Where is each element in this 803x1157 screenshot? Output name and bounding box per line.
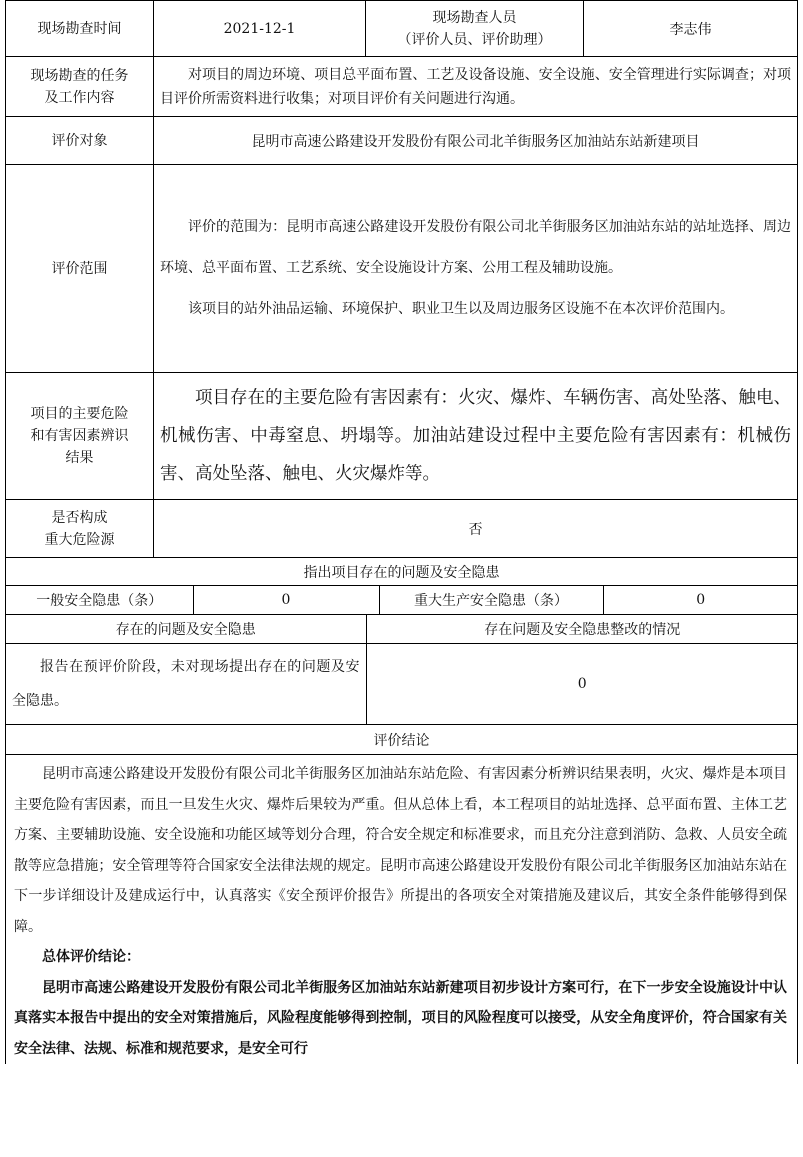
object-row [6, 117, 798, 165]
hazards-row [6, 373, 798, 500]
issues-right-value: 0 [366, 644, 798, 724]
hazards-label-line1: 项目的主要危险 [30, 406, 129, 422]
survey-info-row [6, 1, 798, 57]
personnel-label-line2: （评价人员、评价助理） [397, 31, 552, 48]
survey-personnel-value: 李志伟 [584, 1, 798, 57]
personnel-label-line1: 现场勘查人员 [432, 9, 517, 26]
task-label-line1: 现场勘查的任务 [30, 67, 129, 84]
major-hazard-count-value: 0 [603, 586, 798, 614]
issues-columns-cell [6, 615, 798, 644]
hazards-label-line2: 和有害因素辨识 [30, 428, 129, 444]
issues-header-row [6, 558, 798, 586]
scope-label: 评价范围 [6, 165, 154, 373]
major-hazard-row [6, 500, 798, 558]
task-paragraph: 对项目的周边环境、项目总平面布置、工艺及设备设施、安全设施、安全管理进行实际调查；对项目评价所需资料进行收集；对项目评价有关问题进行沟通。 [160, 66, 791, 107]
object-value: 昆明市高速公路建设开发股份有限公司北羊街服务区加油站东站新建项目 [154, 117, 798, 165]
overall-conclusion-text: 昆明市高速公路建设开发股份有限公司北羊街服务区加油站东站新建项目初步设计方案可行，在下一步安全设施设计中认真落实本报告中提出的安全对策措施后，风险程度能够得到控制，项目的风险程度可以接受，从安全角度评价，符合国家有关安全法律、法规、标准和规范要求，是安全可行 [14, 979, 787, 1057]
issues-left-text [6, 644, 366, 724]
overall-conclusion-title: 总体评价结论： [42, 949, 140, 965]
issues-count-cell [6, 586, 798, 615]
major-hazard-label [6, 500, 154, 558]
major-hazard-count-label: 重大生产安全隐患（条） [379, 586, 603, 614]
evaluation-report-form [5, 0, 797, 1064]
issues-content-table [6, 644, 798, 724]
issues-columns-table [6, 615, 798, 643]
survey-time-value: 2021-12-1 [154, 1, 366, 57]
issues-count-row [6, 586, 798, 615]
conclusion-paragraph: 昆明市高速公路建设开发股份有限公司北羊街服务区加油站东站危险、有害因素分析辨识结果表明，火灾、爆炸是本项目主要危险有害因素，而且一旦发生火灾、爆炸后果较为严重。但从总体上看，本工程项目的站址选择、总平面布置、主体工艺方案、主要辅助设施、安全设施和功能区域等划分合理，符合安全规定和标准要求，而且充分注意到消防、急救、人员安全疏散等应急措施；安全管理等符合国家安全法律法规的规定。昆明市高速公路建设开发股份有限公司北羊街服务区加油站东站在下一步详细设计及建成运行中，认真落实《安全预评价报告》所提出的各项安全对策措施及建议后，其安全条件能够得到保障。 [14, 766, 787, 935]
scope-row [6, 165, 798, 373]
major-hazard-label-line1: 是否构成 [51, 509, 108, 526]
task-text [154, 57, 798, 117]
hazards-label [6, 373, 154, 500]
scope-paragraph-1: 评价的范围为：昆明市高速公路建设开发股份有限公司北羊街服务区加油站东站的站址选择、周边环境、总平面布置、工艺系统、安全设施设计方案、公用工程及辅助设施。 [160, 219, 791, 276]
issues-column-right: 存在问题及安全隐患整改的情况 [366, 615, 798, 643]
issues-column-left: 存在的问题及安全隐患 [115, 622, 256, 638]
hazards-text [154, 373, 798, 500]
conclusion-body [6, 755, 798, 1065]
hazards-paragraph: 项目存在的主要危险有害因素有：火灾、爆炸、车辆伤害、高处坠落、触电、机械伤害、中毒窒息、坍塌等。加油站建设过程中主要危险有害因素有：机械伤害、高处坠落、触电、火灾爆炸等。 [160, 388, 791, 484]
hazards-label-line3: 结果 [65, 450, 94, 466]
issues-count-table [6, 586, 798, 614]
issues-content-row [6, 644, 798, 725]
conclusion-row [6, 755, 798, 1065]
general-hazard-value: 0 [193, 586, 379, 614]
task-label-line2: 及工作内容 [44, 89, 115, 106]
conclusion-header-row [6, 725, 798, 755]
general-hazard-label: 一般安全隐患（条） [36, 593, 163, 609]
issues-columns-row [6, 615, 798, 644]
survey-personnel-label [366, 1, 584, 57]
issues-left-paragraph: 报告在预评价阶段，未对现场提出存在的问题及安全隐患。 [12, 659, 360, 709]
object-label: 评价对象 [6, 117, 154, 165]
report-table [5, 0, 798, 1064]
conclusion-header: 评价结论 [6, 725, 798, 755]
major-hazard-label-line2: 重大危险源 [44, 531, 115, 548]
scope-text [154, 165, 798, 373]
issues-content-cell [6, 644, 798, 725]
task-label [6, 57, 154, 117]
major-hazard-value: 否 [154, 500, 798, 558]
task-row [6, 57, 798, 117]
scope-paragraph-2: 该项目的站外油品运输、环境保护、职业卫生以及周边服务区设施不在本次评价范围内。 [188, 301, 734, 317]
issues-header: 指出项目存在的问题及安全隐患 [6, 558, 798, 586]
survey-time-label: 现场勘查时间 [6, 1, 154, 57]
